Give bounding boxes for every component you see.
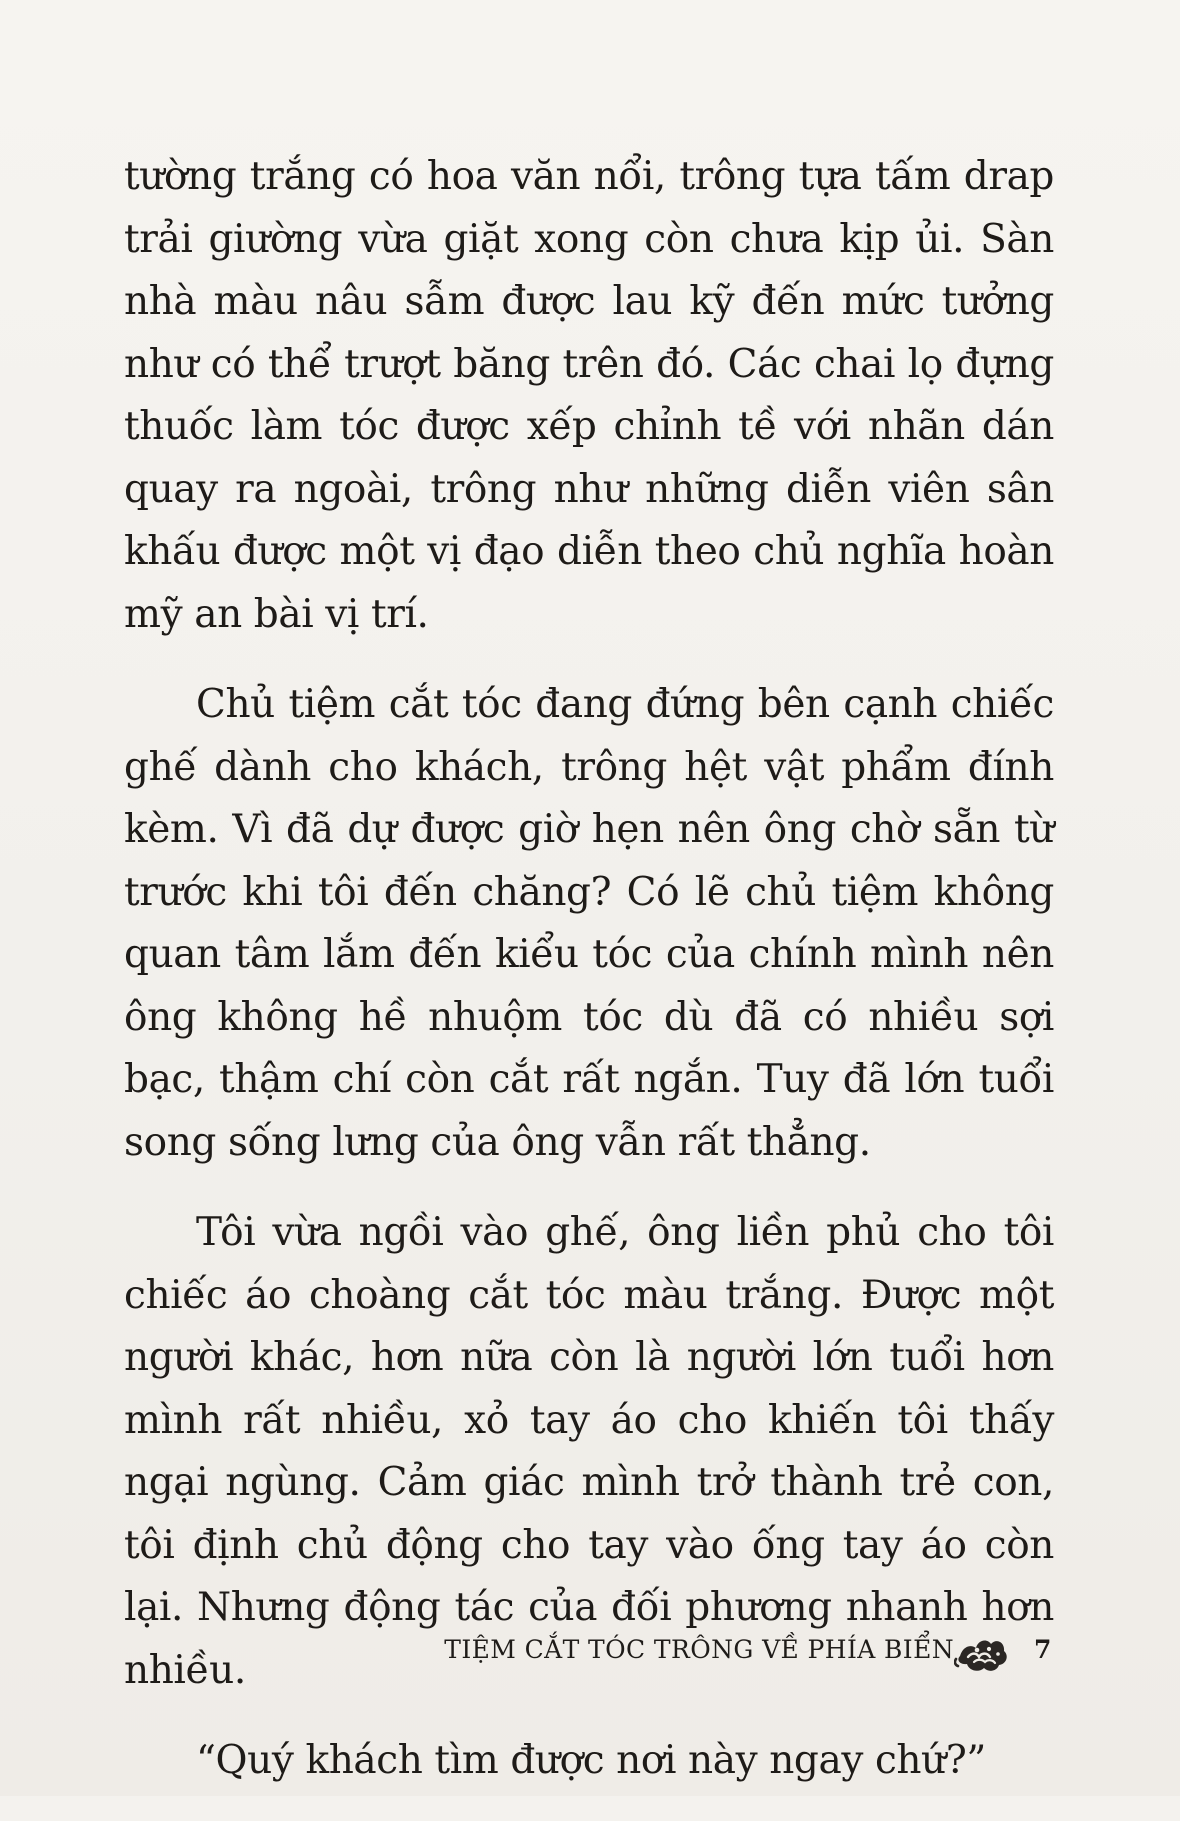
running-title: TIỆM CẮT TÓC TRÔNG VỀ PHÍA BIỂN bbox=[444, 1635, 954, 1664]
paragraph-1: tường trắng có hoa văn nổi, trông tựa tấm drap trải giường vừa giặt xong còn chưa kịp ủi. Sàn nhà màu nâu sẫm được lau kỹ đến mức tưởng như có thể trượt băng trên đó. Các chai lọ đựng thuốc làm tóc được xếp chỉnh tề với nhãn dán quay ra ngoài, trông như những diễn viên sân khấu được một vị đạo diễn theo chủ nghĩa hoàn mỹ an bài vị trí. bbox=[124, 154, 1054, 637]
page-footer bbox=[0, 1624, 1180, 1684]
body-text bbox=[124, 146, 1054, 1821]
paragraph-2: Chủ tiệm cắt tóc đang đứng bên cạnh chiếc ghế dành cho khách, trông hệt vật phẩm đính kèm. Vì đã dự được giờ hẹn nên ông chờ sẵn từ trước khi tôi đến chăng? Có lẽ chủ tiệm không quan tâm lắm đến kiểu tóc của chính mình nên ông không hề nhuộm tóc dù đã có nhiều sợi bạc, thậm chí còn cắt rất ngắn. Tuy đã lớn tuổi song sống lưng của ông vẫn rất thẳng. bbox=[124, 682, 1054, 1165]
paragraph-3: Tôi vừa ngồi vào ghế, ông liền phủ cho tôi chiếc áo choàng cắt tóc màu trắng. Được một người khác, hơn nữa còn là người lớn tuổi hơn mình rất nhiều, xỏ tay áo cho khiến tôi thấy ngại ngùng. Cảm giác mình trở thành trẻ con, tôi định chủ động cho tay vào ống tay áo còn lại. Nhưng động tác của đối phương nhanh hơn nhiều. bbox=[124, 1210, 1054, 1693]
paragraph-4: “Quý khách tìm được nơi này ngay chứ?” bbox=[196, 1738, 986, 1783]
floral-ornament-icon bbox=[954, 1626, 1010, 1674]
page-number: 7 bbox=[1034, 1635, 1052, 1664]
